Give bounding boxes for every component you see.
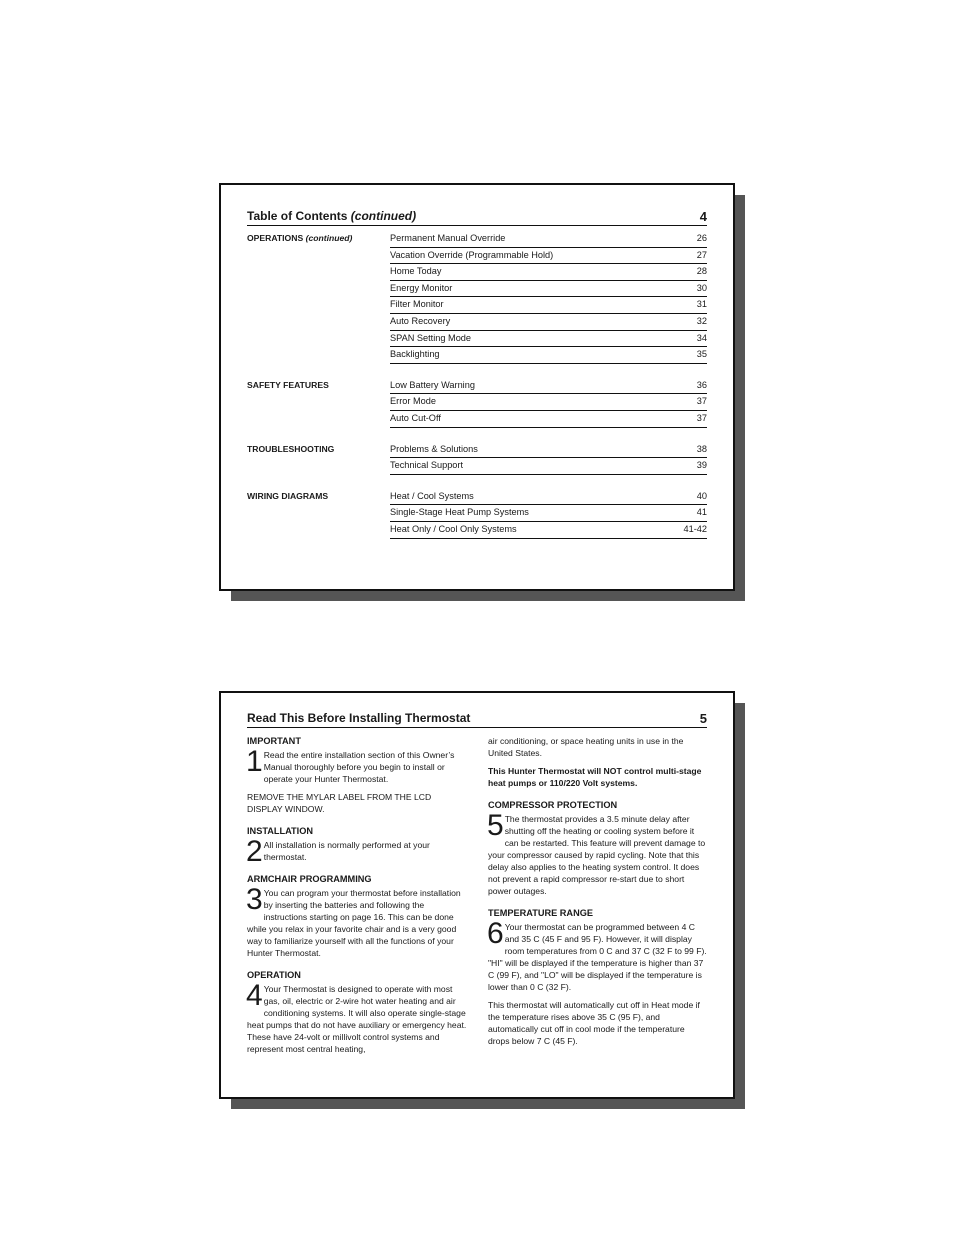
section-heading: ARMCHAIR PROGRAMMING [247, 874, 372, 884]
toc-entry[interactable] [390, 281, 707, 298]
toc-entry-page: 36 [696, 379, 707, 390]
warning-paragraph: This Hunter Thermostat will NOT control multi-stage heat pumps or 110/220 Volt systems. [488, 766, 702, 788]
page-number: 5 [699, 711, 707, 726]
paragraph: 2 All installation is normally performed at your thermostat. [246, 835, 430, 868]
toc-entry[interactable] [390, 347, 707, 364]
read-before-page [219, 691, 735, 1099]
toc-entry-title: Auto Recovery [390, 315, 451, 326]
toc-entry[interactable] [390, 489, 707, 506]
toc-entry[interactable] [390, 505, 707, 522]
toc-entry[interactable] [390, 411, 707, 428]
toc-entry[interactable] [390, 378, 707, 395]
toc-section [247, 442, 707, 475]
toc-entry-title: Filter Monitor [390, 299, 444, 310]
step-number: 6 [487, 917, 504, 950]
toc-entry-page: 35 [696, 349, 707, 360]
toc-entry-title: Error Mode [390, 396, 436, 407]
paragraph: 4 Your Thermostat is designed to operate with most gas, oil, electric or 2-wire hot water heating and air conditioning systems. It will also operate single-stage heat pumps that do not have auxiliary or emergency heat. These have 24-volt or millivolt control systems and represent most central heating, [246, 979, 467, 1054]
toc-entry-title: Home Today [390, 266, 442, 277]
toc-entry-page: 41-42 [683, 523, 707, 534]
step-number: 3 [246, 883, 263, 916]
toc-entry[interactable] [390, 394, 707, 411]
section-heading: IMPORTANT [247, 736, 301, 746]
toc-title: Table of Contents [247, 209, 351, 223]
toc-title-suffix: (continued) [350, 209, 417, 223]
paragraph: This thermostat will automatically cut off in Heat mode if the temperature rises above 35 C (95 F), and automatically cut off in cool mode if the temperature drops below 7 C (45 F). [488, 1000, 700, 1046]
paragraph: 6 Your thermostat can be programmed between 4 C and 35 C (45 F and 95 F). However, it will display room temperatures from 0 C and 37 C (32 F to 99 F). "HI" will be displayed if the temperature is higher than 37 C (99 F), and "LO" will be displayed if the temperature is lower than 0 C (32 F). [487, 917, 707, 992]
toc-entry-title: SPAN Setting Mode [390, 332, 472, 343]
toc-section-title: SAFETY FEATURES [247, 379, 329, 390]
toc-entry-title: Heat Only / Cool Only Systems [390, 523, 517, 534]
toc-entry[interactable] [390, 248, 707, 265]
page-title: Read This Before Installing Thermostat [247, 711, 471, 725]
toc-entry[interactable] [390, 314, 707, 331]
paragraph: REMOVE THE MYLAR LABEL FROM THE LCD DISPLAY WINDOW. [247, 792, 432, 814]
toc-section [247, 231, 707, 364]
toc-section-title: TROUBLESHOOTING [247, 443, 335, 454]
toc-entry[interactable] [390, 442, 707, 459]
toc-header [247, 209, 707, 226]
toc-list [247, 231, 707, 553]
section-heading: TEMPERATURE RANGE [488, 908, 593, 918]
toc-entry[interactable] [390, 331, 707, 348]
toc-section [247, 378, 707, 428]
toc-entry-page: 34 [696, 332, 707, 343]
toc-entry[interactable] [390, 231, 707, 248]
toc-entry-title: Backlighting [390, 349, 440, 360]
toc-entry[interactable] [390, 297, 707, 314]
toc-entry-page: 37 [696, 412, 707, 423]
page-number: 4 [699, 209, 707, 224]
toc-entry-page: 39 [696, 460, 707, 471]
right-column [488, 735, 708, 1053]
toc-section [247, 489, 707, 539]
toc-entry-title: Vacation Override (Programmable Hold) [390, 249, 554, 260]
toc-entry-page: 37 [696, 396, 707, 407]
step-number: 5 [487, 809, 504, 842]
paragraph: air conditioning, or space heating units in use in the United States. [488, 736, 684, 758]
toc-entry-page: 28 [696, 266, 707, 277]
left-column [247, 735, 467, 1061]
section-heading: OPERATION [247, 970, 301, 980]
step-number: 4 [246, 979, 263, 1012]
toc-entry-title: Problems & Solutions [390, 443, 478, 454]
toc-section-title: OPERATIONS (continued) [247, 233, 353, 243]
toc-entry-title: Auto Cut-Off [390, 412, 441, 423]
section-heading: INSTALLATION [247, 826, 314, 836]
toc-section-title: WIRING DIAGRAMS [247, 490, 329, 501]
paragraph: 3 You can program your thermostat before installation by inserting the batteries and following the instructions starting on page 16. This can be done while you relax in your favorite chair and is a very good way to familiarize yourself with all the functions of your Hunter Thermostat. [246, 883, 461, 958]
step-number: 1 [246, 745, 263, 778]
toc-entry-page: 27 [696, 249, 707, 260]
toc-entry[interactable] [390, 264, 707, 281]
toc-entry-title: Permanent Manual Override [390, 233, 506, 243]
toc-entry-title: Single-Stage Heat Pump Systems [390, 507, 529, 518]
toc-entry[interactable] [390, 458, 707, 475]
toc-entry-title: Technical Support [390, 460, 464, 471]
toc-entry-page: 38 [696, 443, 707, 454]
toc-entry-page: 32 [696, 315, 707, 326]
toc-entry-page: 31 [696, 299, 707, 310]
toc-entry-page: 41 [696, 507, 707, 518]
toc-entry-page: 26 [696, 233, 707, 243]
toc-entry-page: 30 [696, 282, 707, 293]
page-header [247, 711, 707, 728]
toc-entry-page: 40 [696, 490, 707, 501]
toc-entry-title: Heat / Cool Systems [390, 490, 474, 501]
toc-entry-title: Energy Monitor [390, 282, 453, 293]
toc-entry[interactable] [390, 522, 707, 539]
paragraph: 5 The thermostat provides a 3.5 minute delay after shutting off the heating or cooling system before it can be restarted. This feature will prevent damage to your compressor caused by rapid cycling. Note that this delay also applies to the heating system control. It does not prevent a rapid compressor re-start due to short power outages. [487, 809, 706, 896]
toc-entry-title: Low Battery Warning [390, 379, 475, 390]
section-heading: COMPRESSOR PROTECTION [488, 800, 618, 810]
toc-page [219, 183, 735, 591]
step-number: 2 [246, 835, 263, 868]
paragraph: 1 Read the entire installation section of this Owner’s Manual thoroughly before you begin to install or operate your Hunter Thermostat. [246, 745, 455, 784]
